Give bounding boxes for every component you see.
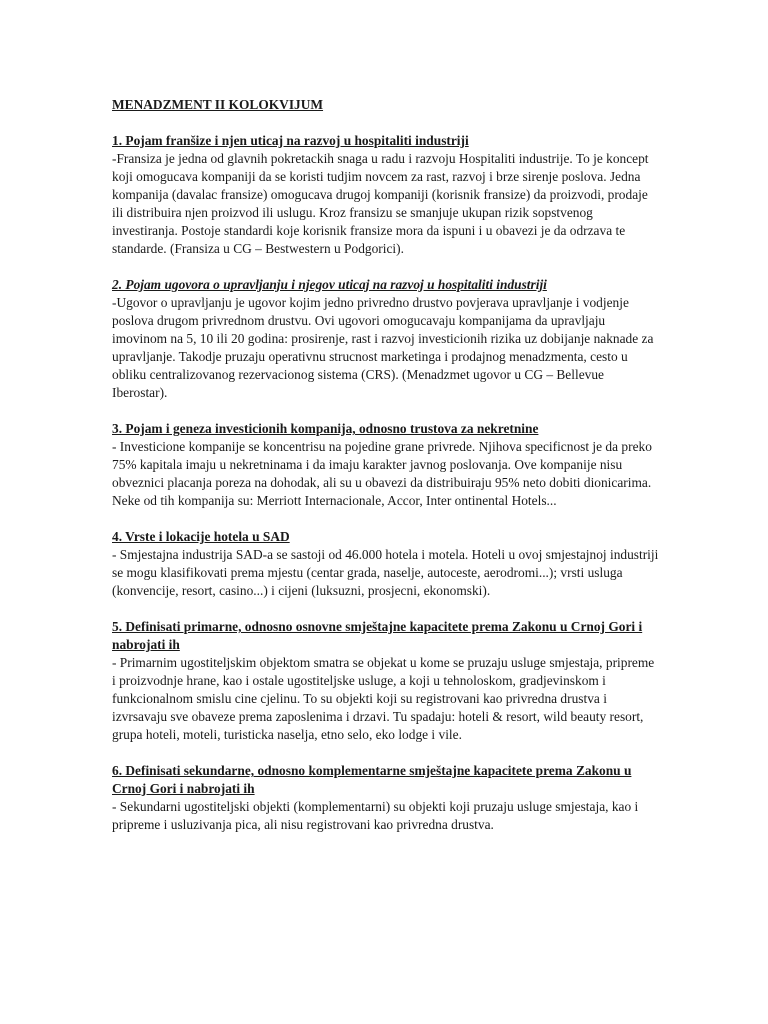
section-body: - Sekundarni ugostiteljski objekti (komplementarni) su objekti koji pruzaju usluge smjestaja, kao i pripreme i usluzivanja pica, ali nisu registrovani kao privredna drustva. (112, 799, 639, 832)
section-heading: 4. Vrste i lokacije hotela u SAD (112, 529, 290, 544)
section-1 (112, 132, 660, 258)
section-2 (112, 276, 660, 402)
section-heading: 2. Pojam ugovora o upravljanju i njegov uticaj na razvoj u hospitaliti industriji (112, 277, 547, 292)
section-heading: 3. Pojam i geneza investicionih kompanija, odnosno trustova za nekretnine (112, 421, 539, 436)
document-page (112, 96, 660, 852)
section-heading: 6. Definisati sekundarne, odnosno komplementarne smještajne kapacitete prema Zakonu u Crnoj Gori i nabrojati ih (112, 763, 632, 796)
section-body: -Fransiza je jedna od glavnih pokretackih snaga u radu i razvoju Hospitaliti industrije. To je koncept koji omogucava kompaniji da se koristi tudjim novcem za rast, razvoj i brze sirenje poslova. Jedna kompanija (davalac fransize) omogucava drugoj kompaniji (korisnik fransize) da proizvodi, prodaje ili distribuira njen proizvod ili uslugu. Kroz fransizu se smanjuje ukupan rizik sopstvenog investiranja. Postoje standardi koje korisnik fransize mora da ispuni i u obavezi je da odrzava te standarde. (Fransiza u CG – Bestwestern u Podgorici). (112, 151, 649, 256)
section-body: - Primarnim ugostiteljskim objektom smatra se objekat u kome se pruzaju usluge smjestaja, pripreme i proizvodnje hrane, kao i ostale ugostiteljske usluge, a koji u tehnoloskom, gradjevinskom i funkcionalnom smislu cine cjelinu. To su objekti koji su registrovani kao privredna drustva i izvrsavaju sve obaveze prema zaposlenima i drzavi. Tu spadaju: hoteli & resort, wild beauty resort, grupa hoteli, moteli, turisticka naselja, etno selo, eko lodge i vile. (112, 655, 655, 742)
section-4 (112, 528, 660, 600)
document-title: MENADZMENT II KOLOKVIJUM (112, 97, 324, 112)
section-5 (112, 618, 660, 744)
section-heading: 5. Definisati primarne, odnosno osnovne smještajne kapacitete prema Zakonu u Crnoj Gori i nabrojati ih (112, 619, 643, 652)
section-6 (112, 762, 660, 834)
section-3 (112, 420, 660, 510)
section-body: - Investicione kompanije se koncentrisu na pojedine grane privrede. Njihova specificnost je da preko 75% kapitala imaju u nekretninama i da imaju karakter javnog poslovanja. Ove kompanije nisu obveznici placanja poreza na dohodak, ali su u obavezi da distribuiraju 95% neto dobiti dionicarima. Neke od tih kompanija su: Merriott Internacionale, Accor, Inter ontinental Hotels... (112, 439, 652, 508)
section-heading: 1. Pojam franšize i njen uticaj na razvoj u hospitaliti industriji (112, 133, 469, 148)
section-body: -Ugovor o upravljanju je ugovor kojim jedno privredno drustvo povjerava upravljanje i vodjenje poslova drugom privrednom drustvu. Ovi ugovori omogucavaju kompanijama da upravljaju imovinom na 5, 10 ili 20 godina: prosirenje, rast i razvoj investicionih rizika uz dobijanje naknade za upravljanje. Takodje pruzaju operativnu strucnost marketinga i prodajnog menadzmenta, cesto u obliku centralizovanog rezervacionog sistema (CRS). (Menadzmet ugovor u CG – Bellevue Iberostar). (112, 295, 654, 400)
section-body: - Smjestajna industrija SAD-a se sastoji od 46.000 hotela i motela. Hoteli u ovoj smjestajnoj industriji se mogu klasifikovati prema mjestu (centar grada, naselje, autoceste, aerodromi...); vrsti usluga (konvencije, resort, casino...) i cijeni (luksuzni, prosjecni, ekonomski). (112, 547, 659, 598)
